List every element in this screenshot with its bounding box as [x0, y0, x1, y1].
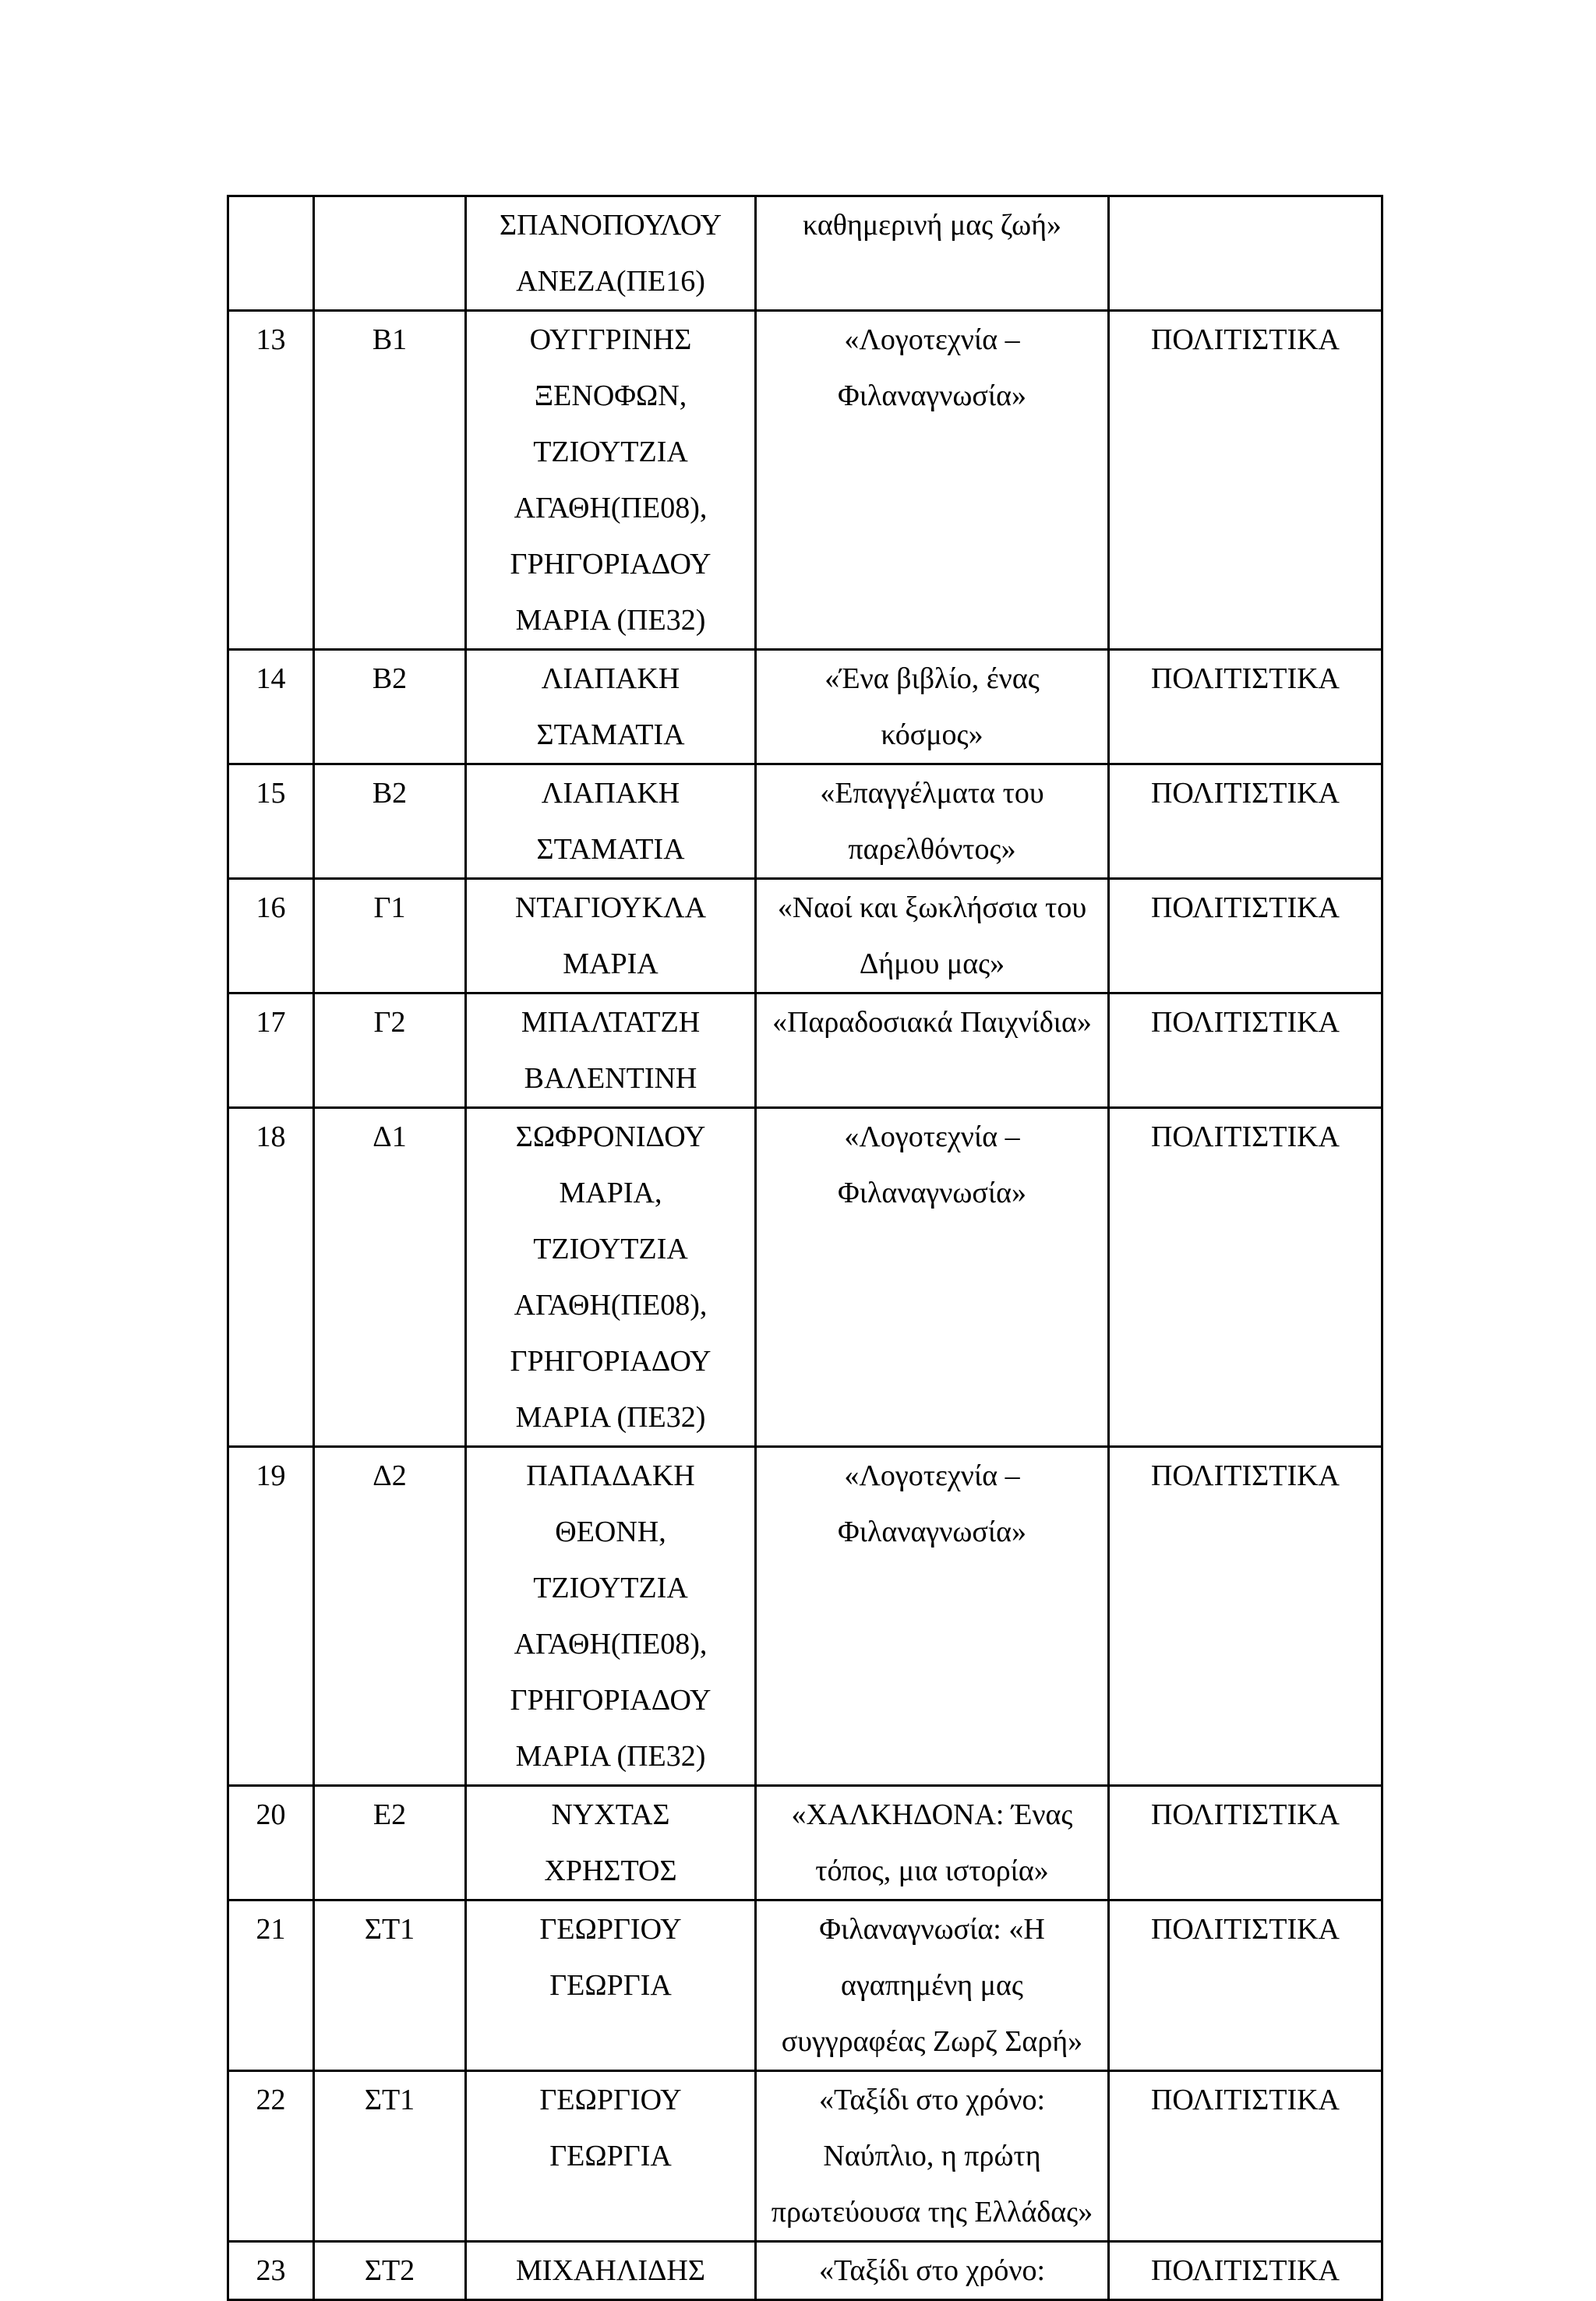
category-cell: ΠΟΛΙΤΙΣΤΙΚΑ: [1109, 2242, 1382, 2300]
table-row: [228, 879, 1382, 993]
teacher-cell: ΠΑΠΑΔΑΚΗ ΘΕΟΝΗ, ΤΖΙΟΥΤΖΙΑ ΑΓΑΘΗ(ΠΕ08), ΓΡΗΓΟΡΙΑΔΟΥ ΜΑΡΙΑ (ΠΕ32): [466, 1447, 756, 1786]
category-cell: ΠΟΛΙΤΙΣΤΙΚΑ: [1109, 2071, 1382, 2242]
category-cell: ΠΟΛΙΤΙΣΤΙΚΑ: [1109, 993, 1382, 1108]
teacher-cell: ΜΠΑΛΤΑΤΖΗ ΒΑΛΕΝΤΙΝΗ: [466, 993, 756, 1108]
table-row: [228, 1786, 1382, 1900]
teacher-cell: ΜΙΧΑΗΛΙΔΗΣ: [466, 2242, 756, 2300]
table-row: [228, 764, 1382, 879]
program-title-cell: «Επαγγέλματα του παρελθόντος»: [756, 764, 1109, 879]
category-cell: ΠΟΛΙΤΙΣΤΙΚΑ: [1109, 311, 1382, 650]
teacher-cell: ΛΙΑΠΑΚΗ ΣΤΑΜΑΤΙΑ: [466, 650, 756, 764]
program-title-cell: καθημερινή μας ζωή»: [756, 196, 1109, 311]
program-title-cell: «Λογοτεχνία – Φιλαναγνωσία»: [756, 1447, 1109, 1786]
program-title-cell: «Ένα βιβλίο, ένας κόσμος»: [756, 650, 1109, 764]
row-number-cell: 23: [228, 2242, 314, 2300]
row-number-cell: [228, 196, 314, 311]
class-cell: Ε2: [314, 1786, 466, 1900]
class-cell: Β1: [314, 311, 466, 650]
class-cell: Β2: [314, 650, 466, 764]
teacher-cell: ΓΕΩΡΓΙΟΥ ΓΕΩΡΓΙΑ: [466, 2071, 756, 2242]
program-title-cell: «ΧΑΛΚΗΔΟΝΑ: Ένας τόπος, μια ιστορία»: [756, 1786, 1109, 1900]
teacher-cell: ΟΥΓΓΡΙΝΗΣ ΞΕΝΟΦΩΝ, ΤΖΙΟΥΤΖΙΑ ΑΓΑΘΗ(ΠΕ08), ΓΡΗΓΟΡΙΑΔΟΥ ΜΑΡΙΑ (ΠΕ32): [466, 311, 756, 650]
row-number-cell: 19: [228, 1447, 314, 1786]
table-row: [228, 1108, 1382, 1447]
class-cell: ΣΤ1: [314, 2071, 466, 2242]
program-title-cell: «Ταξίδι στο χρόνο: Ναύπλιο, η πρώτη πρωτεύουσα της Ελλάδας»: [756, 2071, 1109, 2242]
teacher-cell: ΣΠΑΝΟΠΟΥΛΟΥ ΑΝΕΖΑ(ΠΕ16): [466, 196, 756, 311]
program-title-cell: «Ταξίδι στο χρόνο:: [756, 2242, 1109, 2300]
category-cell: ΠΟΛΙΤΙΣΤΙΚΑ: [1109, 764, 1382, 879]
class-cell: [314, 196, 466, 311]
class-cell: ΣΤ1: [314, 1900, 466, 2071]
category-cell: ΠΟΛΙΤΙΣΤΙΚΑ: [1109, 1900, 1382, 2071]
teacher-cell: ΝΥΧΤΑΣ ΧΡΗΣΤΟΣ: [466, 1786, 756, 1900]
table-row: [228, 1900, 1382, 2071]
category-cell: ΠΟΛΙΤΙΣΤΙΚΑ: [1109, 1447, 1382, 1786]
category-cell: ΠΟΛΙΤΙΣΤΙΚΑ: [1109, 1786, 1382, 1900]
class-cell: ΣΤ2: [314, 2242, 466, 2300]
row-number-cell: 17: [228, 993, 314, 1108]
programs-table: [227, 195, 1383, 2301]
class-cell: Β2: [314, 764, 466, 879]
class-cell: Γ2: [314, 993, 466, 1108]
row-number-cell: 21: [228, 1900, 314, 2071]
row-number-cell: 15: [228, 764, 314, 879]
table-row: [228, 311, 1382, 650]
program-title-cell: «Ναοί και ξωκλήσσια του Δήμου μας»: [756, 879, 1109, 993]
row-number-cell: 16: [228, 879, 314, 993]
row-number-cell: 14: [228, 650, 314, 764]
row-number-cell: 20: [228, 1786, 314, 1900]
row-number-cell: 18: [228, 1108, 314, 1447]
class-cell: Δ2: [314, 1447, 466, 1786]
program-title-cell: «Παραδοσιακά Παιχνίδια»: [756, 993, 1109, 1108]
teacher-cell: ΣΩΦΡΟΝΙΔΟΥ ΜΑΡΙΑ, ΤΖΙΟΥΤΖΙΑ ΑΓΑΘΗ(ΠΕ08), ΓΡΗΓΟΡΙΑΔΟΥ ΜΑΡΙΑ (ΠΕ32): [466, 1108, 756, 1447]
table-row: [228, 993, 1382, 1108]
class-cell: Δ1: [314, 1108, 466, 1447]
category-cell: ΠΟΛΙΤΙΣΤΙΚΑ: [1109, 1108, 1382, 1447]
row-number-cell: 22: [228, 2071, 314, 2242]
row-number-cell: 13: [228, 311, 314, 650]
category-cell: ΠΟΛΙΤΙΣΤΙΚΑ: [1109, 879, 1382, 993]
program-title-cell: «Λογοτεχνία – Φιλαναγνωσία»: [756, 1108, 1109, 1447]
table-row: [228, 2242, 1382, 2300]
class-cell: Γ1: [314, 879, 466, 993]
table-row: [228, 1447, 1382, 1786]
teacher-cell: ΓΕΩΡΓΙΟΥ ΓΕΩΡΓΙΑ: [466, 1900, 756, 2071]
category-cell: ΠΟΛΙΤΙΣΤΙΚΑ: [1109, 650, 1382, 764]
program-title-cell: Φιλαναγνωσία: «Η αγαπημένη μας συγγραφέας Ζωρζ Σαρή»: [756, 1900, 1109, 2071]
table-row: [228, 196, 1382, 311]
table-row: [228, 2071, 1382, 2242]
teacher-cell: ΝΤΑΓΙΟΥΚΛΑ ΜΑΡΙΑ: [466, 879, 756, 993]
category-cell: [1109, 196, 1382, 311]
table-row: [228, 650, 1382, 764]
program-title-cell: «Λογοτεχνία – Φιλαναγνωσία»: [756, 311, 1109, 650]
teacher-cell: ΛΙΑΠΑΚΗ ΣΤΑΜΑΤΙΑ: [466, 764, 756, 879]
table-body: [228, 196, 1382, 2300]
